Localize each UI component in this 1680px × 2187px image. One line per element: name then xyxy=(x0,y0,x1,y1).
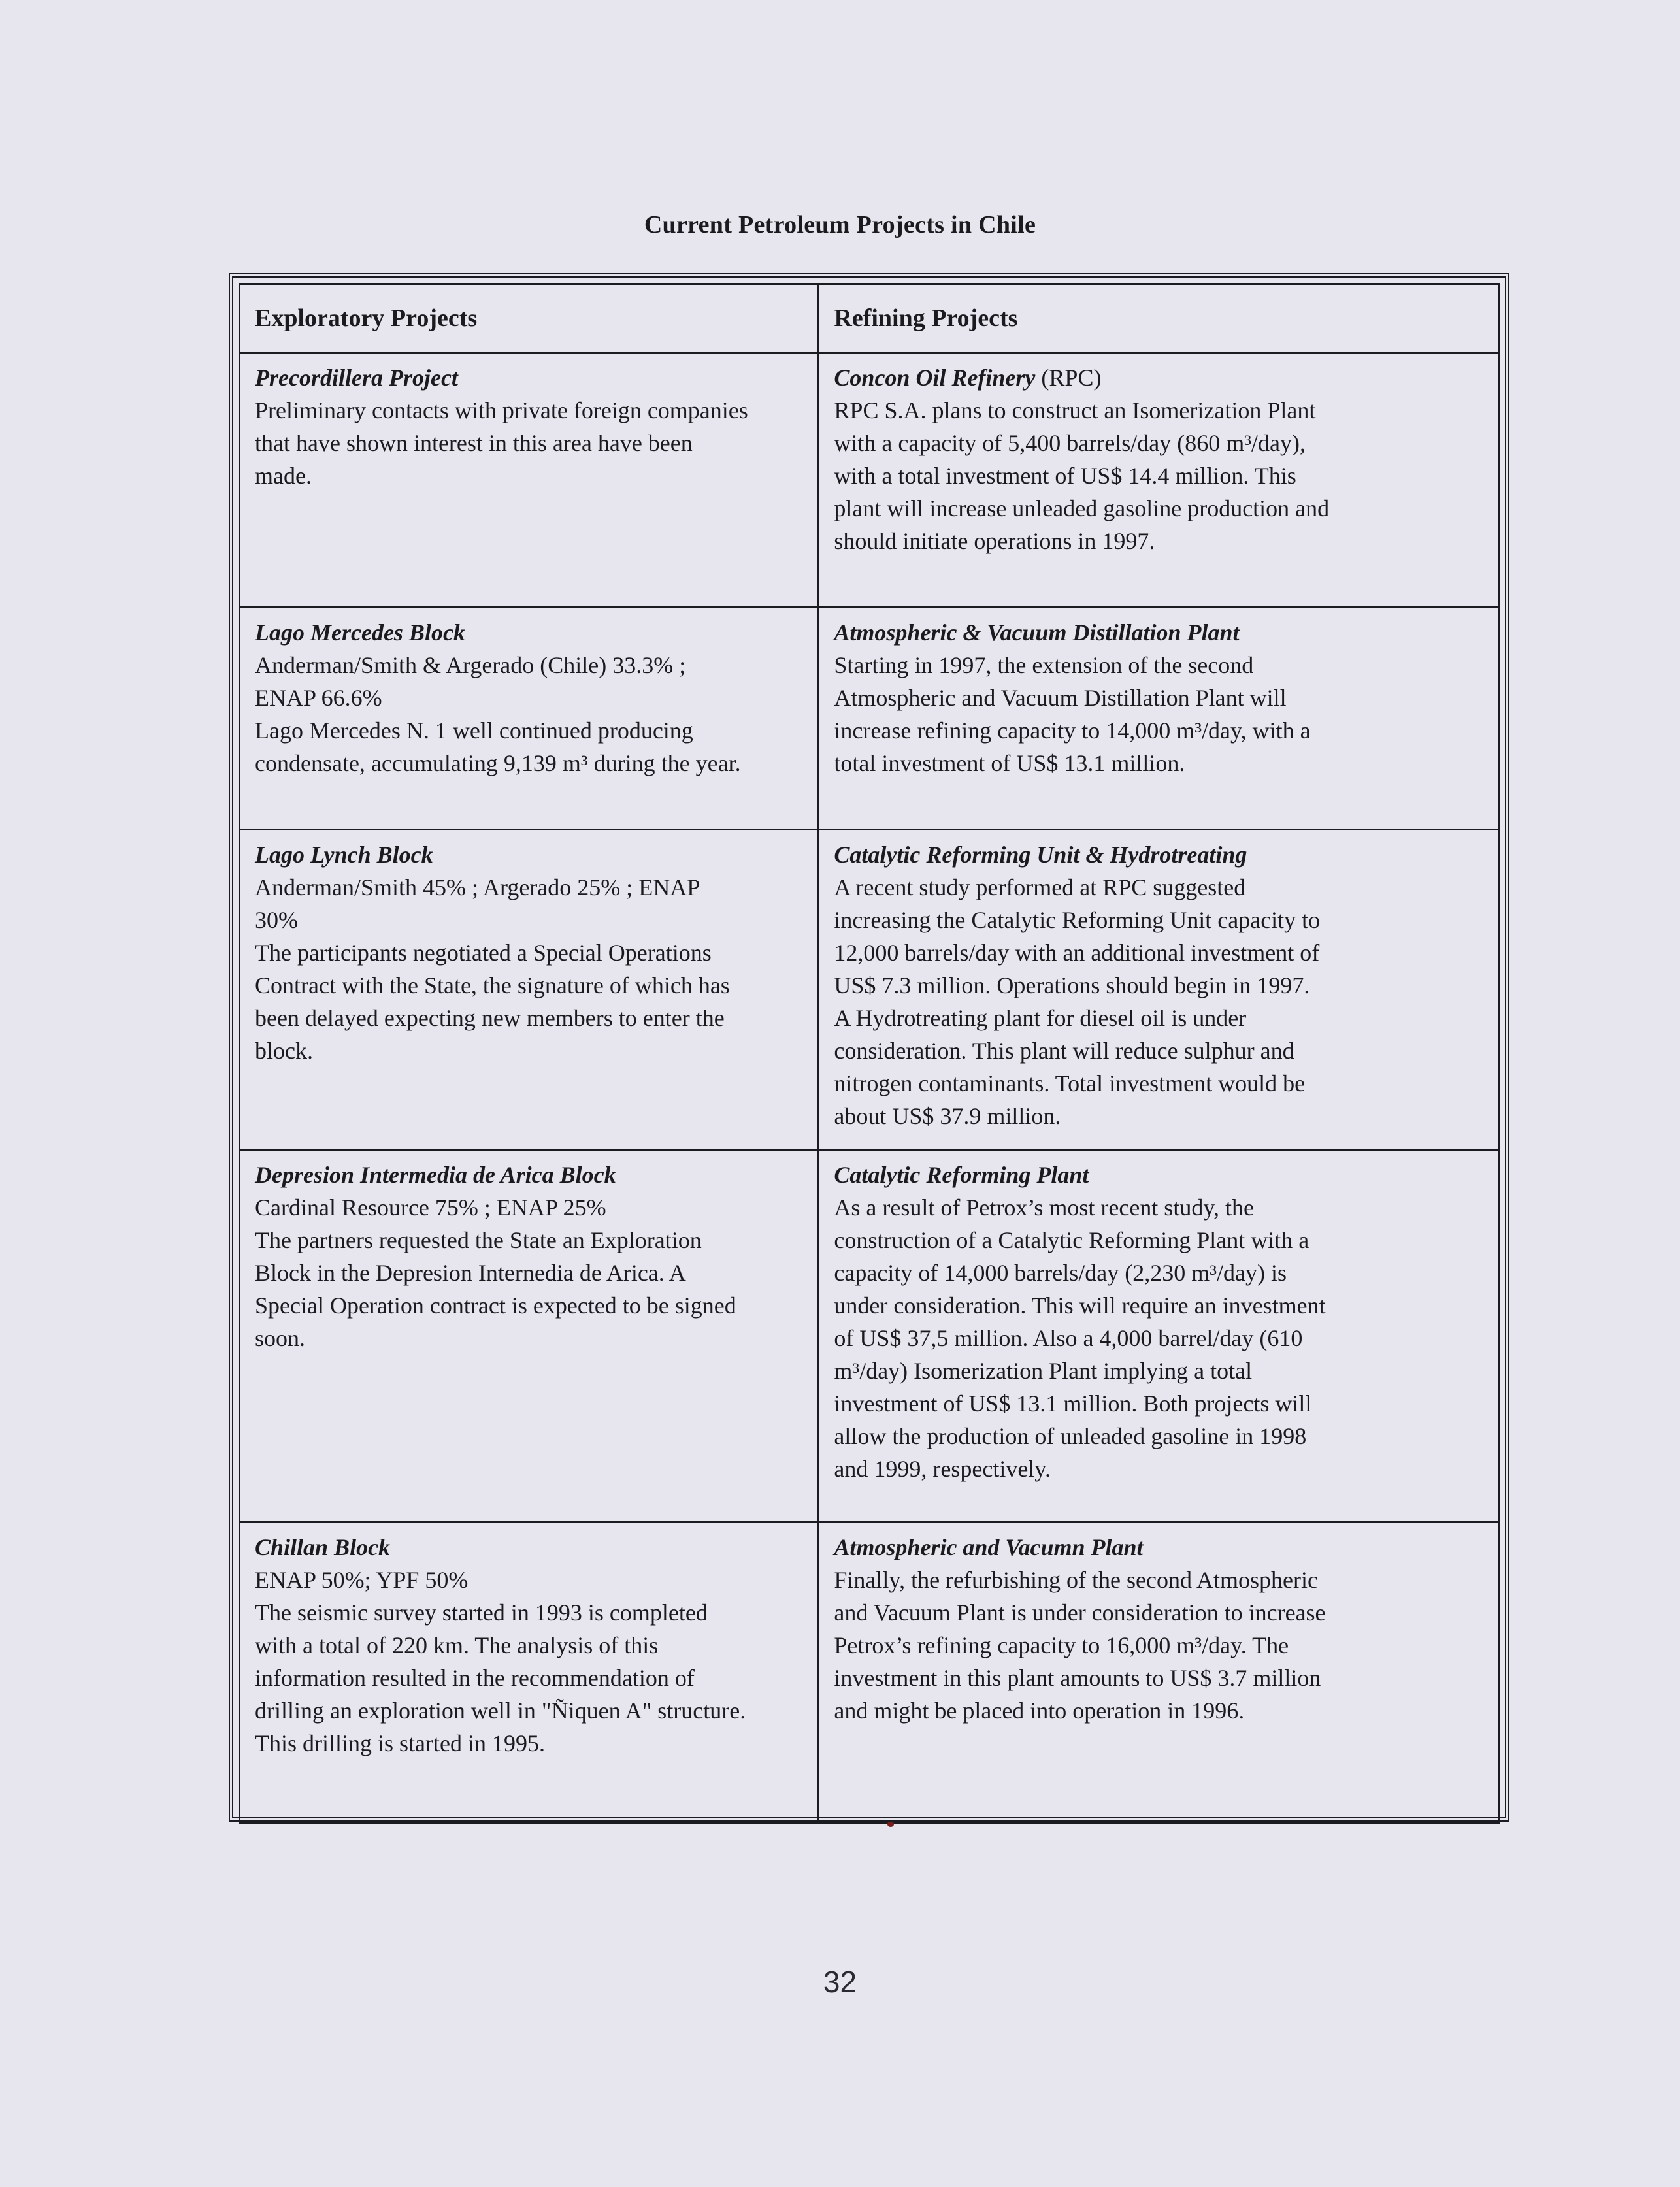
project-description-line: Atmospheric and Vacuum Distillation Plant will xyxy=(834,685,1287,711)
project-description-line: information resulted in the recommendation of xyxy=(255,1665,695,1691)
project-description-line: ENAP 66.6% xyxy=(255,685,382,711)
project-title xyxy=(255,1159,803,1191)
project-description-line: m³/day) Isomerization Plant implying a total xyxy=(834,1358,1253,1384)
table-row xyxy=(240,608,1499,830)
project-description-line: plant will increase unleaded gasoline production and xyxy=(834,495,1330,521)
exploratory-project-cell xyxy=(240,1150,819,1522)
refining-project-cell xyxy=(819,1150,1499,1522)
project-title xyxy=(255,616,803,649)
table-row xyxy=(240,1522,1499,1823)
project-description-line: A Hydrotreating plant for diesel oil is under xyxy=(834,1005,1247,1031)
project-description-line: of US$ 37,5 million. Also a 4,000 barrel/day (610 xyxy=(834,1325,1303,1351)
project-description-line: under consideration. This will require an investment xyxy=(834,1292,1326,1319)
project-description-line: with a capacity of 5,400 barrels/day (860 m³/day), xyxy=(834,430,1306,456)
project-description-line: made. xyxy=(255,463,312,489)
project-description-line: soon. xyxy=(255,1325,306,1351)
project-title-text: Chillan Block xyxy=(255,1534,391,1560)
project-description-line: block. xyxy=(255,1038,313,1064)
project-description-line: investment in this plant amounts to US$ 3.7 million xyxy=(834,1665,1321,1691)
project-description-line: Special Operation contract is expected to be signed xyxy=(255,1292,736,1319)
project-description-line: investment of US$ 13.1 million. Both projects will xyxy=(834,1390,1312,1417)
project-description-line: about US$ 37.9 million. xyxy=(834,1103,1061,1129)
project-description-line: Anderman/Smith 45% ; Argerado 25% ; ENAP xyxy=(255,874,700,900)
project-title-suffix: (RPC) xyxy=(1035,365,1102,391)
project-title xyxy=(255,1531,803,1564)
project-title xyxy=(834,838,1483,871)
project-description-line: US$ 7.3 million. Operations should begin in 1997. xyxy=(834,972,1310,998)
table-row xyxy=(240,1150,1499,1522)
project-description-line: Contract with the State, the signature of which has xyxy=(255,972,730,998)
project-description-line: capacity of 14,000 barrels/day (2,230 m³/day) is xyxy=(834,1260,1287,1286)
exploratory-project-cell xyxy=(240,830,819,1150)
exploratory-project-cell xyxy=(240,353,819,608)
project-description-line: The participants negotiated a Special Operations xyxy=(255,940,712,966)
refining-project-cell xyxy=(819,1522,1499,1823)
project-description-line: drilling an exploration well in "Ñiquen A" structure. xyxy=(255,1698,746,1724)
project-title-text: Lago Mercedes Block xyxy=(255,619,465,646)
project-description-line: This drilling is started in 1995. xyxy=(255,1730,545,1756)
project-title xyxy=(255,838,803,871)
header-refining-projects: Refining Projects xyxy=(819,284,1499,353)
project-description-line: condensate, accumulating 9,139 m³ during the year. xyxy=(255,750,741,776)
project-title-text: Catalytic Reforming Plant xyxy=(834,1162,1089,1188)
project-description-line: 12,000 barrels/day with an additional investment of xyxy=(834,940,1320,966)
project-description-line: been delayed expecting new members to enter the xyxy=(255,1005,725,1031)
project-title-text: Atmospheric & Vacuum Distillation Plant xyxy=(834,619,1240,646)
project-description-line: The partners requested the State an Exploration xyxy=(255,1227,702,1253)
project-title-text: Atmospheric and Vacumn Plant xyxy=(834,1534,1144,1560)
project-description-line: consideration. This plant will reduce sulphur and xyxy=(834,1038,1294,1064)
table-body xyxy=(240,353,1499,1823)
project-description-line: Starting in 1997, the extension of the second xyxy=(834,652,1254,678)
project-title xyxy=(834,1531,1483,1564)
refining-project-cell xyxy=(819,830,1499,1150)
project-description-line: increase refining capacity to 14,000 m³/day, with a xyxy=(834,717,1311,744)
project-description-line: Petrox’s refining capacity to 16,000 m³/day. The xyxy=(834,1632,1289,1658)
project-description-line: 30% xyxy=(255,907,298,933)
page-number: 32 xyxy=(823,1965,857,1999)
project-description-line: nitrogen contaminants. Total investment would be xyxy=(834,1070,1306,1096)
project-description-line: total investment of US$ 13.1 million. xyxy=(834,750,1185,776)
project-description-line: Preliminary contacts with private foreign companies xyxy=(255,397,748,423)
project-description-line: with a total of 220 km. The analysis of this xyxy=(255,1632,659,1658)
project-title-text: Lago Lynch Block xyxy=(255,842,433,868)
project-description-line: should initiate operations in 1997. xyxy=(834,528,1155,554)
project-description-line: that have shown interest in this area have been xyxy=(255,430,693,456)
refining-project-cell xyxy=(819,353,1499,608)
page-title: Current Petroleum Projects in Chile xyxy=(644,211,1036,238)
project-title-text: Depresion Intermedia de Arica Block xyxy=(255,1162,616,1188)
project-description-line: Anderman/Smith & Argerado (Chile) 33.3% ; xyxy=(255,652,686,678)
project-description-line: As a result of Petrox’s most recent study, the xyxy=(834,1194,1254,1221)
project-description-line: and 1999, respectively. xyxy=(834,1456,1051,1482)
project-title-text: Catalytic Reforming Unit & Hydrotreating xyxy=(834,842,1247,868)
refining-project-cell xyxy=(819,608,1499,830)
project-title xyxy=(834,361,1483,394)
table-row xyxy=(240,353,1499,608)
project-description-line: and might be placed into operation in 1996. xyxy=(834,1698,1245,1724)
project-description-line: allow the production of unleaded gasoline in 1998 xyxy=(834,1423,1307,1449)
project-description-line: A recent study performed at RPC suggested xyxy=(834,874,1246,900)
project-description-line: Block in the Depresion Internedia de Arica. A xyxy=(255,1260,686,1286)
table-header-row xyxy=(240,284,1499,353)
project-title-text: Precordillera Project xyxy=(255,365,458,391)
project-description-line: Cardinal Resource 75% ; ENAP 25% xyxy=(255,1194,606,1221)
project-description-line: increasing the Catalytic Reforming Unit capacity to xyxy=(834,907,1321,933)
project-title xyxy=(834,616,1483,649)
ink-dot xyxy=(887,1822,894,1827)
project-title-text: Concon Oil Refinery xyxy=(834,365,1036,391)
project-title xyxy=(834,1159,1483,1191)
project-description-line: The seismic survey started in 1993 is completed xyxy=(255,1600,708,1626)
projects-table-frame xyxy=(229,273,1509,1822)
project-description-line: Lago Mercedes N. 1 well continued producing xyxy=(255,717,693,744)
project-description-line: construction of a Catalytic Reforming Plant with a xyxy=(834,1227,1309,1253)
project-description-line: with a total investment of US$ 14.4 million. This xyxy=(834,463,1296,489)
table-row xyxy=(240,830,1499,1150)
exploratory-project-cell xyxy=(240,1522,819,1823)
project-description-line: and Vacuum Plant is under consideration to increase xyxy=(834,1600,1326,1626)
project-description-line: Finally, the refurbishing of the second Atmospheric xyxy=(834,1567,1318,1593)
project-description-line: ENAP 50%; YPF 50% xyxy=(255,1567,469,1593)
project-title xyxy=(255,361,803,394)
exploratory-project-cell xyxy=(240,608,819,830)
project-description-line: RPC S.A. plans to construct an Isomerization Plant xyxy=(834,397,1316,423)
header-exploratory-projects: Exploratory Projects xyxy=(240,284,819,353)
projects-table xyxy=(239,283,1500,1824)
